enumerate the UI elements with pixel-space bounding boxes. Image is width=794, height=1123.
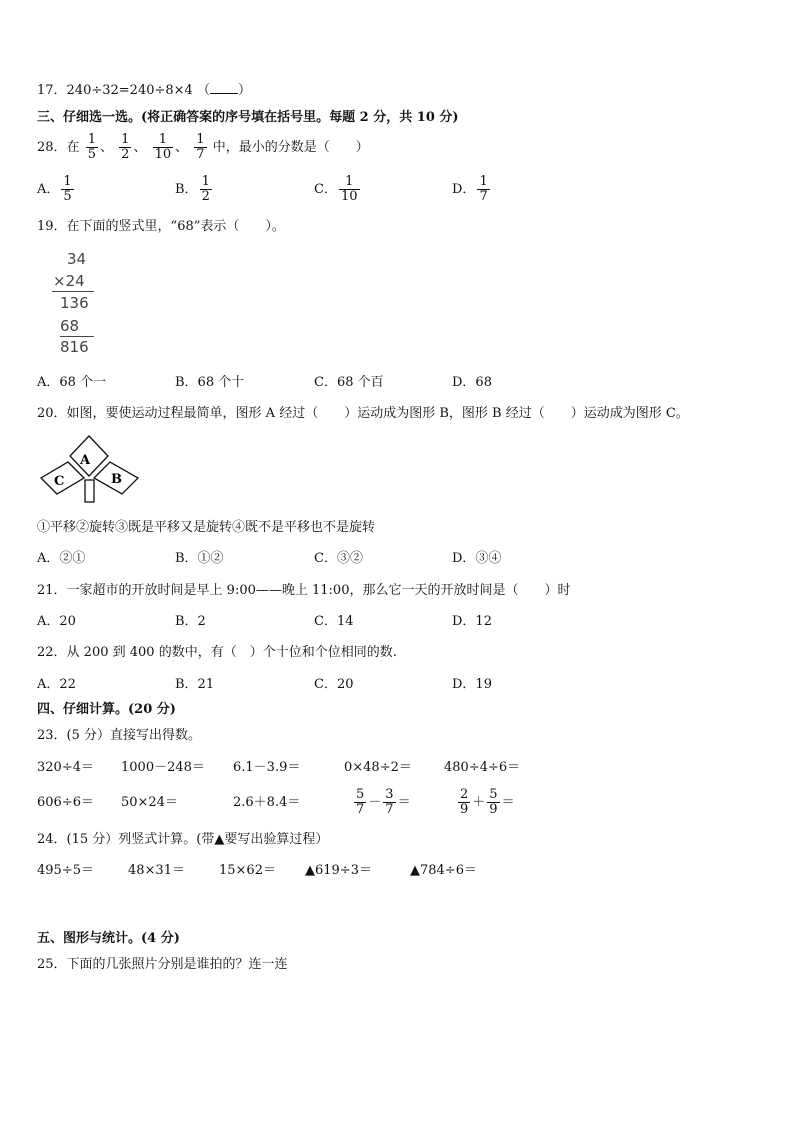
- q24-text: 24．(15 分）列竖式计算。(带▲要写出验算过程）: [37, 832, 329, 847]
- q23-expr: 1000－248＝: [121, 760, 205, 775]
- q24-item: 495÷5＝: [37, 863, 94, 878]
- q21-text: 21．一家超市的开放时间是早上 9:00——晚上 11:00，那么它一天的开放时间是（ ）时: [37, 583, 571, 598]
- q20-option-a[interactable]: A．②①: [37, 551, 86, 566]
- partial-product-1: 136: [60, 294, 89, 312]
- label-b: B: [111, 472, 122, 487]
- q28-suffix: 中，最小的分数是（ ）: [212, 140, 369, 155]
- q28-option-d[interactable]: D． $\frac{1}{7}$: [452, 174, 488, 204]
- q23-expr: 320÷4＝: [37, 760, 94, 775]
- rule-line: [60, 336, 94, 337]
- fraction: $\frac{1}{7}$: [196, 132, 205, 162]
- section4-heading: 四、仔细计算。(20 分): [37, 702, 176, 717]
- q28-option-c[interactable]: C． $\frac{1}{10}$: [314, 174, 358, 204]
- q23-expr: 606÷6＝: [37, 795, 94, 810]
- label-a: A: [80, 453, 91, 468]
- partial-product-2: 68: [60, 317, 80, 335]
- q23-expr: 0×48÷2＝: [344, 760, 412, 775]
- q19-text: 19．在下面的竖式里，“68”表示（ ）。: [37, 219, 285, 234]
- rule-line: [52, 291, 94, 292]
- q28-prefix: 28．在: [37, 140, 80, 155]
- product: 816: [60, 338, 89, 356]
- q17-line: [37, 82, 251, 99]
- q23-expr: 2.6＋8.4＝: [233, 795, 301, 810]
- q19-option-c[interactable]: C．68 个百: [314, 375, 384, 390]
- vertical-multiplication: [50, 250, 110, 360]
- fraction: $\frac{1}{5}$: [87, 132, 96, 162]
- rotation-figure: [38, 432, 142, 508]
- q20-option-c[interactable]: C．③②: [314, 551, 363, 566]
- q23-fraction-expression-2: $\frac{2}{9}$ ＋ $\frac{5}{9}$ ＝: [460, 787, 515, 817]
- q24-item: ▲784÷6＝: [410, 863, 477, 878]
- q24-item: ▲619÷3＝: [305, 863, 372, 878]
- label-c: C: [54, 474, 65, 489]
- q17-text: 17．240÷32=240÷8×4 （: [37, 83, 210, 98]
- q22-option-c[interactable]: C．20: [314, 677, 354, 692]
- q23-expr: 6.1－3.9＝: [233, 760, 301, 775]
- q23-expr: 480÷4÷6＝: [444, 760, 521, 775]
- fraction: $\frac{1}{10}$: [154, 132, 172, 162]
- fraction: $\frac{1}{2}$: [121, 132, 130, 162]
- q28-option-b[interactable]: B． $\frac{1}{2}$: [175, 174, 210, 204]
- q23-text: 23．(5 分）直接写出得数。: [37, 728, 202, 743]
- q21-option-b[interactable]: B．2: [175, 614, 206, 629]
- q20-text: 20．如图，要使运动过程最简单，图形 A 经过（ ）运动成为图形 B，图形 B 经过（ ）运动成为图形 C。: [37, 406, 689, 421]
- q19-option-a[interactable]: A．68 个一: [37, 375, 107, 390]
- separator: 、: [133, 140, 147, 155]
- multiplier: ×24: [53, 272, 85, 290]
- q28-option-a[interactable]: A． $\frac{1}{5}$: [37, 174, 72, 204]
- q24-item: 48×31＝: [128, 863, 185, 878]
- q24-item: 15×62＝: [219, 863, 276, 878]
- section3-heading: 三、仔细选一选。(将正确答案的序号填在括号里。每题 2 分，共 10 分): [37, 110, 459, 125]
- q28-line: [37, 130, 369, 166]
- q21-option-a[interactable]: A．20: [37, 614, 76, 629]
- q23-expr: 50×24＝: [121, 795, 178, 810]
- q19-option-d[interactable]: D．68: [452, 375, 492, 390]
- section5-heading: 五、图形与统计。(4 分): [37, 931, 180, 946]
- q20-option-b[interactable]: B．①②: [175, 551, 224, 566]
- separator: 、: [99, 140, 113, 155]
- multiplicand: 34: [67, 250, 87, 268]
- separator: 、: [175, 140, 189, 155]
- q22-option-a[interactable]: A．22: [37, 677, 76, 692]
- q17-bracket-end: ）: [237, 83, 251, 98]
- q19-option-b[interactable]: B．68 个十: [175, 375, 245, 390]
- q20-option-d[interactable]: D．③④: [452, 551, 502, 566]
- stem-rect: [85, 480, 94, 502]
- q25-text: 25．下面的几张照片分别是谁拍的？连一连: [37, 957, 288, 972]
- q22-text: 22．从 200 到 400 的数中，有（ ）个十位和个位相同的数.: [37, 645, 397, 660]
- q22-option-b[interactable]: B．21: [175, 677, 215, 692]
- q21-option-c[interactable]: C．14: [314, 614, 354, 629]
- q22-option-d[interactable]: D．19: [452, 677, 492, 692]
- q23-fraction-expression-1: $\frac{5}{7}$ － $\frac{3}{7}$ ＝: [356, 787, 411, 817]
- q20-choices-line: ①平移②旋转③既是平移又是旋转④既不是平移也不是旋转: [37, 520, 376, 535]
- answer-blank[interactable]: [210, 82, 238, 94]
- q21-option-d[interactable]: D．12: [452, 614, 492, 629]
